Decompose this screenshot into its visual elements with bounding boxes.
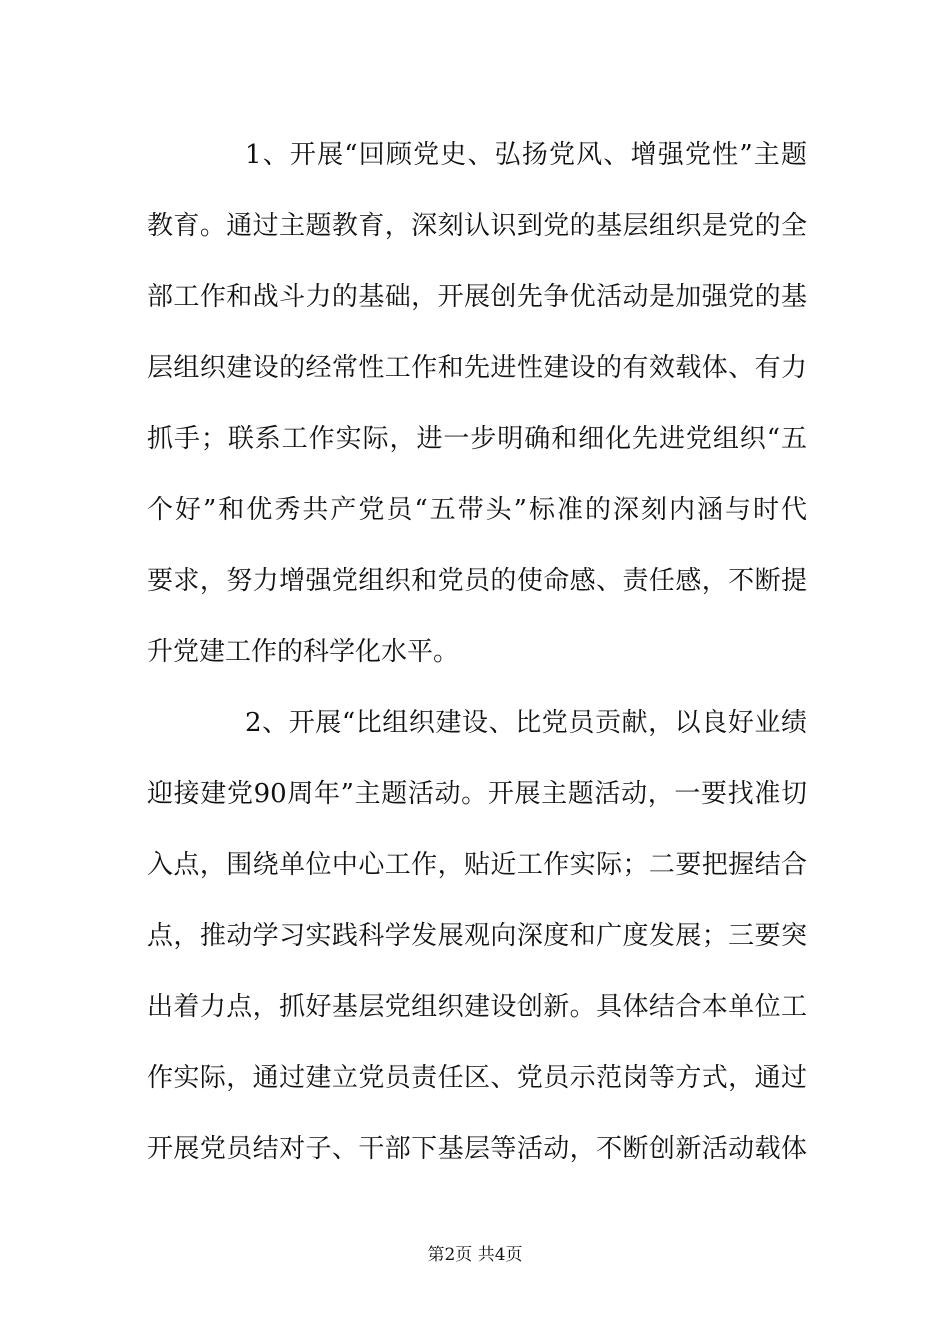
paragraph-1-line-2: 教育。通过主题教育，深刻认识到党的基层组织是党的全 bbox=[147, 211, 807, 241]
paragraph-1-line-1: 1、开展“回顾党史、弘扬党风、增强党性”主题 bbox=[245, 140, 807, 170]
paragraph-1-line-3: 部工作和战斗力的基础，开展创先争优活动是加强党的基 bbox=[147, 282, 807, 312]
paragraph-2-line-2: 迎接建党90周年”主题活动。开展主题活动，一要找准切 bbox=[147, 779, 807, 809]
paragraph-2-line-1: 2、开展“比组织建设、比党员贡献，以良好业绩 bbox=[245, 708, 807, 738]
paragraph-1-line-8: 升党建工作的科学化水平。 bbox=[147, 637, 460, 667]
paragraph-2-line-4: 点，推动学习实践科学发展观向深度和广度发展；三要突 bbox=[147, 921, 807, 951]
paragraph-2-line-5: 出着力点，抓好基层党组织建设创新。具体结合本单位工 bbox=[147, 992, 807, 1022]
paragraph-2-line-6: 作实际，通过建立党员责任区、党员示范岗等方式，通过 bbox=[147, 1063, 807, 1093]
page-number-footer: 第2页 共4页 bbox=[427, 1245, 523, 1265]
paragraph-1-line-7: 要求，努力增强党组织和党员的使命感、责任感，不断提 bbox=[147, 566, 807, 596]
paragraph-2-line-7: 开展党员结对子、干部下基层等活动，不断创新活动载体 bbox=[147, 1134, 807, 1164]
paragraph-1-line-5: 抓手；联系工作实际，进一步明确和细化先进党组织“五 bbox=[147, 424, 807, 454]
paragraph-1-line-4: 层组织建设的经常性工作和先进性建设的有效载体、有力 bbox=[147, 353, 807, 383]
paragraph-1-line-6: 个好”和优秀共产党员“五带头”标准的深刻内涵与时代 bbox=[147, 495, 807, 525]
paragraph-2-line-3: 入点，围绕单位中心工作，贴近工作实际；二要把握结合 bbox=[147, 850, 807, 880]
